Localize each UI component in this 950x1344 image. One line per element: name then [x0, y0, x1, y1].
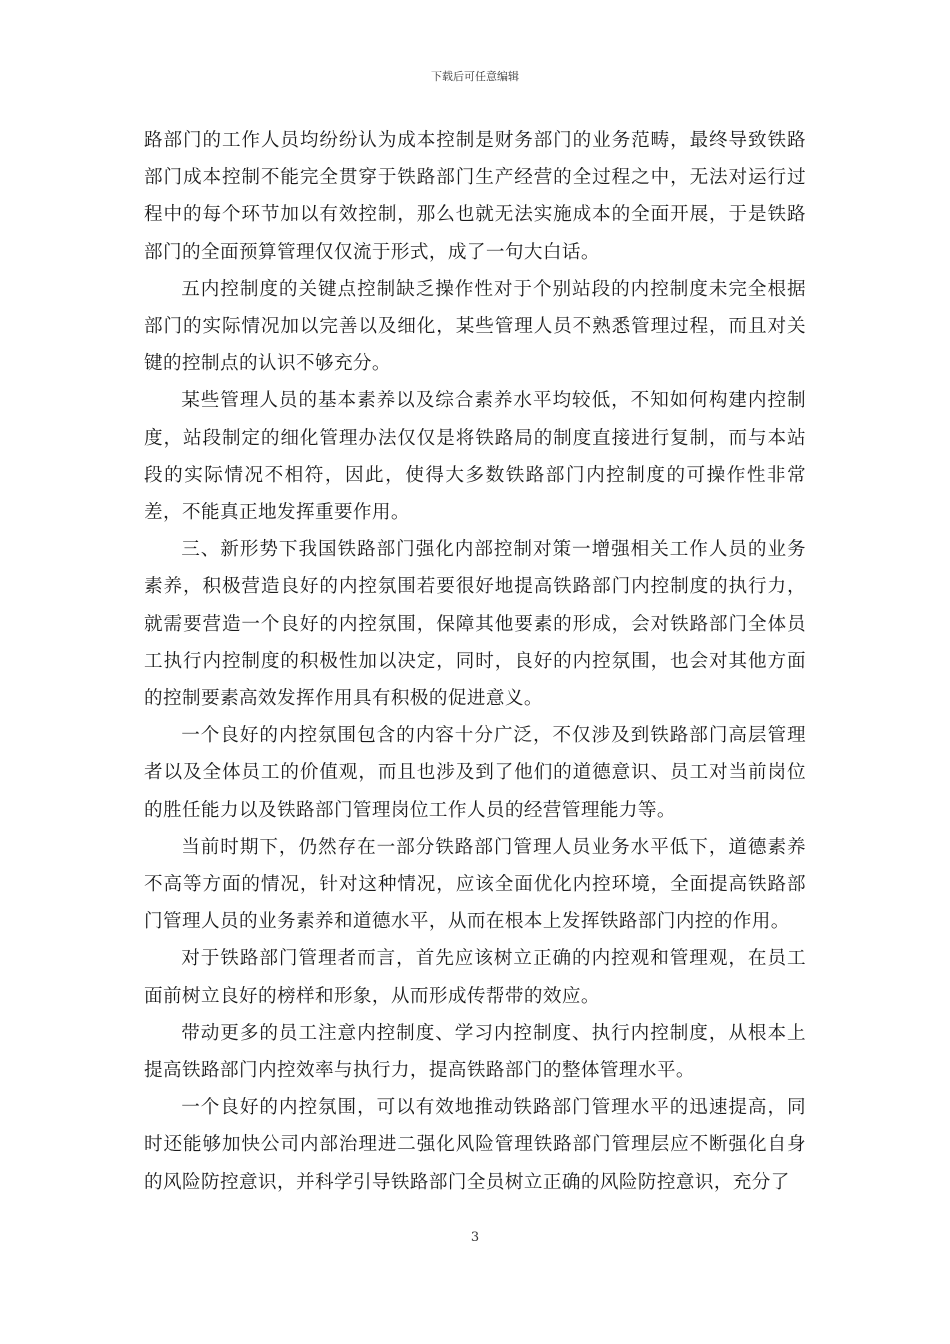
paragraph-management-quality: 某些管理人员的基本素养以及综合素养水平均较低，不知如何构建内控制度，站段制定的细化管理办法仅仅是将铁路局的制度直接进行复制，而与本站段的实际情况不相符，因此，使得大多数铁路部门内控制度的可操作性非常差，不能真正地发挥重要作用。: [144, 390, 806, 524]
paragraph-key-control: 五内控制度的关键点控制缺乏操作性对于个别站段的内控制度未完全根据部门的实际情况加以完善以及细化，某些管理人员不熟悉管理过程，而且对关键的控制点的认识不够充分。: [144, 278, 806, 375]
paragraph-employees: 带动更多的员工注意内控制度、学习内控制度、执行内控制度，从根本上提高铁路部门内控效率与执行力，提高铁路部门的整体管理水平。: [144, 1022, 806, 1082]
paragraph-section-three: 三、新形势下我国铁路部门强化内部控制对策一增强相关工作人员的业务素养，积极营造良好的内控氛围若要很好地提高铁路部门内控制度的执行力，就需要营造一个良好的内控氛围，保障其他要素的形成，会对铁路部门全体员工执行内控制度的积极性加以决定，同时，良好的内控氛围，也会对其他方面的控制要素高效发挥作用具有积极的促进意义。: [144, 539, 806, 710]
paragraph-current-period: 当前时期下，仍然存在一部分铁路部门管理人员业务水平低下，道德素养不高等方面的情况，针对这种情况，应该全面优化内控环境，全面提高铁路部门管理人员的业务素养和道德水平，从而在根本上发挥铁路部门内控的作用。: [144, 836, 806, 933]
paragraph-continuation: 路部门的工作人员均纷纷认为成本控制是财务部门的业务范畴，最终导致铁路部门成本控制不能完全贯穿于铁路部门生产经营的全过程之中，无法对运行过程中的每个环节加以有效控制，那么也就无法实施成本的全面开展，于是铁路部门的全面预算管理仅仅流于形式，成了一句大白话。: [144, 130, 806, 263]
paragraph-managers: 对于铁路部门管理者而言，首先应该树立正确的内控观和管理观，在员工面前树立良好的榜样和形象，从而形成传帮带的效应。: [144, 948, 806, 1007]
paragraph-control-atmosphere: 一个良好的内控氛围包含的内容十分广泛，不仅涉及到铁路部门高层管理者以及全体员工的价值观，而且也涉及到了他们的道德意识、员工对当前岗位的胜任能力以及铁路部门管理岗位工作人员的经营管理能力等。: [144, 725, 806, 821]
page-number: 3: [470, 1230, 480, 1245]
page-header-note: 下载后可任意编辑: [431, 70, 519, 83]
document-body: [144, 122, 806, 1201]
paragraph-risk-management: 一个良好的内控氛围，可以有效地推动铁路部门管理水平的迅速提高，同时还能够加快公司内部治理进二强化风险管理铁路部门管理层应不断强化自身的风险防控意识，并科学引导铁路部门全员树立正确的风险防控意识，充分了: [144, 1097, 806, 1193]
